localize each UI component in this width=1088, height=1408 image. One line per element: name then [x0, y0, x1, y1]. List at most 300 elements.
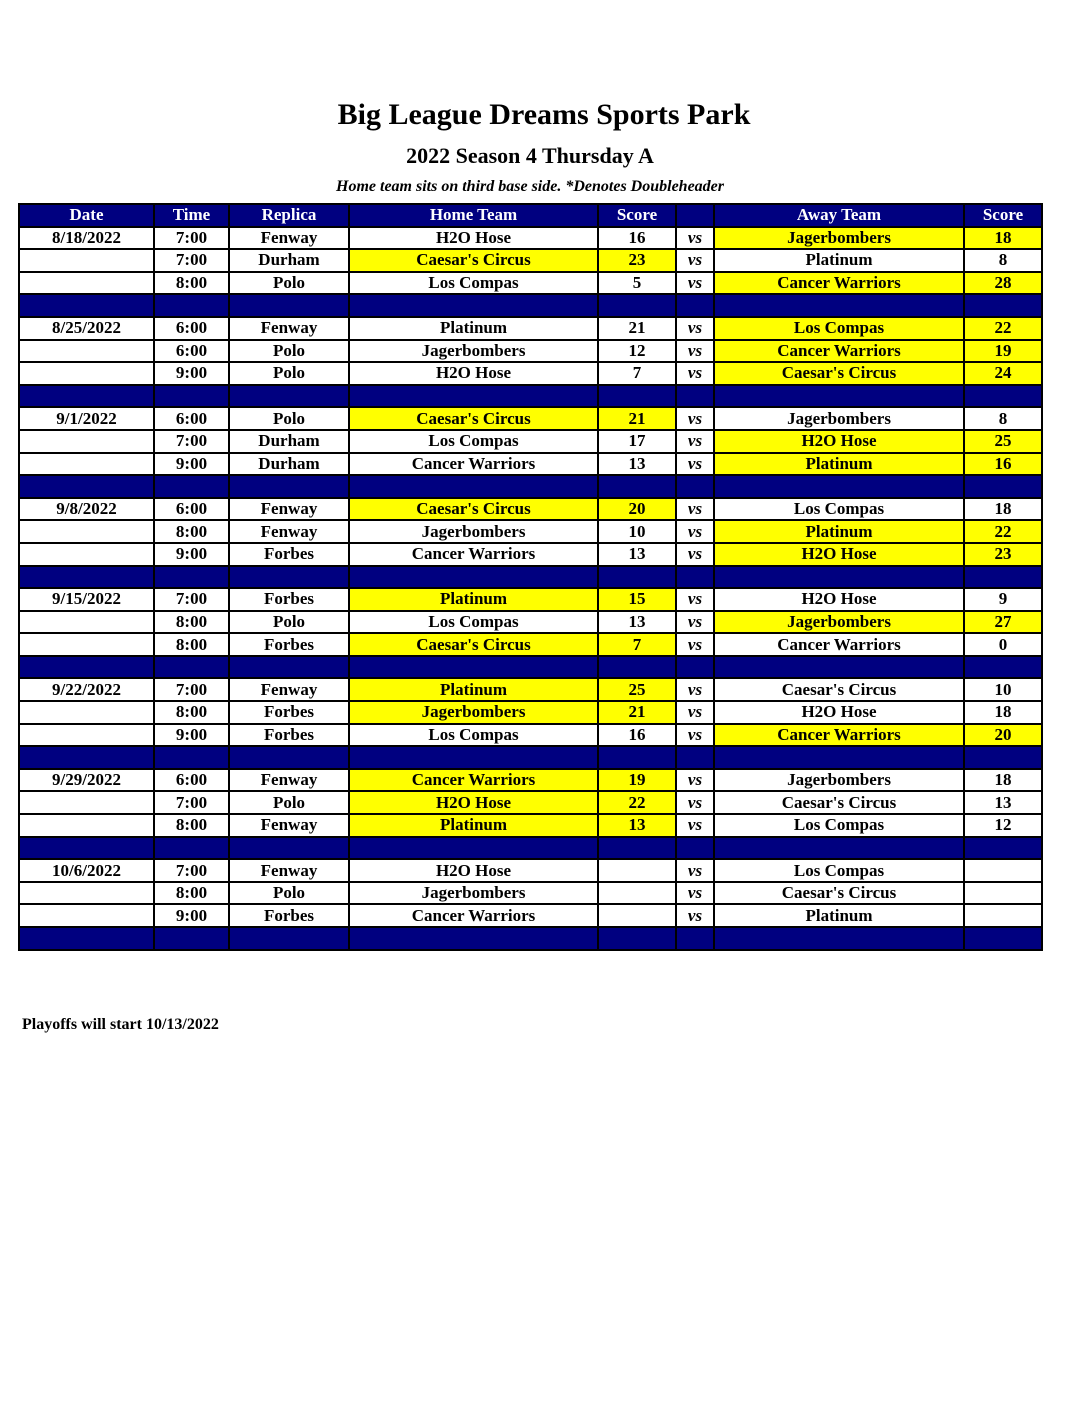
- table-row: [19, 317, 1042, 340]
- away-score-cell: [964, 859, 1042, 882]
- away-score-cell: 16: [964, 453, 1042, 476]
- date-cell: [19, 791, 154, 814]
- date-cell: [19, 701, 154, 724]
- column-header-away-score: Score: [964, 204, 1042, 227]
- replica-cell: Forbes: [229, 904, 349, 927]
- vs-cell: vs: [676, 724, 714, 747]
- date-cell: [19, 340, 154, 363]
- separator-cell: [964, 294, 1042, 317]
- column-header-away-team: Away Team: [714, 204, 964, 227]
- replica-cell: Durham: [229, 249, 349, 272]
- replica-cell: Durham: [229, 430, 349, 453]
- week-separator-row: [19, 837, 1042, 860]
- separator-cell: [598, 746, 676, 769]
- vs-cell: vs: [676, 543, 714, 566]
- column-header-time: Time: [154, 204, 229, 227]
- time-cell: 8:00: [154, 520, 229, 543]
- separator-cell: [964, 566, 1042, 589]
- home-team-cell: Caesar's Circus: [349, 249, 598, 272]
- separator-cell: [676, 385, 714, 408]
- separator-cell: [349, 656, 598, 679]
- vs-cell: vs: [676, 430, 714, 453]
- date-cell: 9/8/2022: [19, 498, 154, 521]
- home-score-cell: 21: [598, 701, 676, 724]
- time-cell: 9:00: [154, 362, 229, 385]
- date-cell: [19, 814, 154, 837]
- away-score-cell: 20: [964, 724, 1042, 747]
- vs-cell: vs: [676, 701, 714, 724]
- replica-cell: Fenway: [229, 859, 349, 882]
- replica-cell: Polo: [229, 791, 349, 814]
- away-score-cell: 12: [964, 814, 1042, 837]
- away-score-cell: 8: [964, 407, 1042, 430]
- home-team-cell: Los Compas: [349, 430, 598, 453]
- home-team-cell: H2O Hose: [349, 859, 598, 882]
- replica-cell: Fenway: [229, 227, 349, 250]
- replica-cell: Fenway: [229, 317, 349, 340]
- home-team-cell: Caesar's Circus: [349, 407, 598, 430]
- home-score-cell: [598, 882, 676, 905]
- time-cell: 6:00: [154, 340, 229, 363]
- table-row: [19, 724, 1042, 747]
- date-cell: 9/15/2022: [19, 588, 154, 611]
- replica-cell: Fenway: [229, 520, 349, 543]
- time-cell: 8:00: [154, 611, 229, 634]
- home-score-cell: 13: [598, 814, 676, 837]
- separator-cell: [598, 475, 676, 498]
- separator-cell: [154, 927, 229, 950]
- separator-cell: [676, 746, 714, 769]
- table-row: [19, 769, 1042, 792]
- vs-cell: vs: [676, 633, 714, 656]
- away-score-cell: 8: [964, 249, 1042, 272]
- column-header-home-score: Score: [598, 204, 676, 227]
- vs-cell: vs: [676, 453, 714, 476]
- away-score-cell: 19: [964, 340, 1042, 363]
- vs-cell: vs: [676, 588, 714, 611]
- time-cell: 9:00: [154, 904, 229, 927]
- separator-cell: [349, 837, 598, 860]
- home-team-cell: Platinum: [349, 588, 598, 611]
- home-score-cell: 22: [598, 791, 676, 814]
- separator-cell: [19, 746, 154, 769]
- replica-cell: Polo: [229, 407, 349, 430]
- date-cell: [19, 882, 154, 905]
- table-row: [19, 249, 1042, 272]
- away-score-cell: 22: [964, 520, 1042, 543]
- page-title: Big League Dreams Sports Park: [337, 98, 751, 131]
- away-team-cell: Los Compas: [714, 498, 964, 521]
- home-team-cell: Los Compas: [349, 611, 598, 634]
- separator-cell: [676, 656, 714, 679]
- column-header-date: Date: [19, 204, 154, 227]
- vs-cell: vs: [676, 227, 714, 250]
- table-row: [19, 362, 1042, 385]
- away-team-cell: Platinum: [714, 520, 964, 543]
- away-team-cell: Los Compas: [714, 814, 964, 837]
- separator-cell: [598, 566, 676, 589]
- away-team-cell: Caesar's Circus: [714, 362, 964, 385]
- vs-cell: vs: [676, 904, 714, 927]
- separator-cell: [19, 927, 154, 950]
- date-cell: [19, 611, 154, 634]
- away-score-cell: 27: [964, 611, 1042, 634]
- vs-cell: vs: [676, 249, 714, 272]
- separator-cell: [349, 475, 598, 498]
- separator-cell: [19, 294, 154, 317]
- away-score-cell: [964, 904, 1042, 927]
- replica-cell: Forbes: [229, 588, 349, 611]
- column-header-home-team: Home Team: [349, 204, 598, 227]
- table-row: [19, 814, 1042, 837]
- vs-cell: vs: [676, 340, 714, 363]
- vs-cell: vs: [676, 272, 714, 295]
- away-team-cell: Jagerbombers: [714, 769, 964, 792]
- away-team-cell: Los Compas: [714, 859, 964, 882]
- separator-cell: [676, 837, 714, 860]
- vs-cell: vs: [676, 859, 714, 882]
- home-score-cell: 16: [598, 724, 676, 747]
- away-score-cell: 18: [964, 769, 1042, 792]
- date-cell: 8/18/2022: [19, 227, 154, 250]
- schedule-table: [18, 203, 1043, 951]
- away-score-cell: 0: [964, 633, 1042, 656]
- away-team-cell: Platinum: [714, 453, 964, 476]
- home-team-cell: H2O Hose: [349, 791, 598, 814]
- vs-cell: vs: [676, 678, 714, 701]
- playoffs-note: Playoffs will start 10/13/2022: [22, 1016, 219, 1033]
- vs-cell: vs: [676, 317, 714, 340]
- vs-cell: vs: [676, 814, 714, 837]
- replica-cell: Fenway: [229, 678, 349, 701]
- vs-cell: vs: [676, 362, 714, 385]
- home-score-cell: 12: [598, 340, 676, 363]
- date-cell: 9/29/2022: [19, 769, 154, 792]
- home-score-cell: 19: [598, 769, 676, 792]
- home-score-cell: 25: [598, 678, 676, 701]
- week-separator-row: [19, 294, 1042, 317]
- home-team-cell: Platinum: [349, 814, 598, 837]
- column-header-replica: Replica: [229, 204, 349, 227]
- table-row: [19, 701, 1042, 724]
- separator-cell: [598, 927, 676, 950]
- separator-cell: [714, 746, 964, 769]
- vs-cell: vs: [676, 611, 714, 634]
- away-score-cell: 10: [964, 678, 1042, 701]
- separator-cell: [964, 656, 1042, 679]
- table-row: [19, 904, 1042, 927]
- time-cell: 8:00: [154, 814, 229, 837]
- page-subtitle: 2022 Season 4 Thursday A: [406, 143, 654, 168]
- home-team-cell: Los Compas: [349, 724, 598, 747]
- week-separator-row: [19, 475, 1042, 498]
- away-team-cell: H2O Hose: [714, 430, 964, 453]
- time-cell: 6:00: [154, 769, 229, 792]
- separator-cell: [964, 475, 1042, 498]
- table-row: [19, 340, 1042, 363]
- away-score-cell: 18: [964, 498, 1042, 521]
- date-cell: [19, 272, 154, 295]
- replica-cell: Forbes: [229, 633, 349, 656]
- time-cell: 8:00: [154, 701, 229, 724]
- separator-cell: [19, 475, 154, 498]
- separator-cell: [229, 385, 349, 408]
- away-team-cell: H2O Hose: [714, 701, 964, 724]
- away-score-cell: 13: [964, 791, 1042, 814]
- vs-cell: vs: [676, 407, 714, 430]
- home-team-cell: H2O Hose: [349, 227, 598, 250]
- home-score-cell: 20: [598, 498, 676, 521]
- home-team-cell: Platinum: [349, 317, 598, 340]
- vs-cell: vs: [676, 498, 714, 521]
- home-team-cell: Caesar's Circus: [349, 633, 598, 656]
- replica-cell: Fenway: [229, 814, 349, 837]
- separator-cell: [598, 656, 676, 679]
- date-cell: 9/1/2022: [19, 407, 154, 430]
- separator-cell: [714, 837, 964, 860]
- replica-cell: Polo: [229, 362, 349, 385]
- away-team-cell: H2O Hose: [714, 543, 964, 566]
- separator-cell: [349, 927, 598, 950]
- date-cell: [19, 430, 154, 453]
- away-score-cell: 28: [964, 272, 1042, 295]
- home-score-cell: 21: [598, 317, 676, 340]
- home-team-cell: Cancer Warriors: [349, 904, 598, 927]
- away-team-cell: Caesar's Circus: [714, 791, 964, 814]
- time-cell: 8:00: [154, 633, 229, 656]
- separator-cell: [349, 566, 598, 589]
- separator-cell: [964, 385, 1042, 408]
- schedule-body: [19, 227, 1042, 950]
- table-row: [19, 678, 1042, 701]
- week-separator-row: [19, 746, 1042, 769]
- table-row: [19, 543, 1042, 566]
- replica-cell: Fenway: [229, 769, 349, 792]
- time-cell: 7:00: [154, 791, 229, 814]
- separator-cell: [714, 566, 964, 589]
- home-team-cell: Cancer Warriors: [349, 453, 598, 476]
- table-header-row: [19, 204, 1042, 227]
- time-cell: 8:00: [154, 272, 229, 295]
- separator-cell: [19, 837, 154, 860]
- away-team-cell: Cancer Warriors: [714, 272, 964, 295]
- home-score-cell: 16: [598, 227, 676, 250]
- table-row: [19, 498, 1042, 521]
- date-cell: 10/6/2022: [19, 859, 154, 882]
- separator-cell: [676, 294, 714, 317]
- separator-cell: [598, 837, 676, 860]
- away-team-cell: Jagerbombers: [714, 227, 964, 250]
- home-team-cell: Platinum: [349, 678, 598, 701]
- table-row: [19, 611, 1042, 634]
- replica-cell: Polo: [229, 882, 349, 905]
- date-cell: [19, 362, 154, 385]
- date-cell: [19, 633, 154, 656]
- table-row: [19, 407, 1042, 430]
- home-score-cell: 15: [598, 588, 676, 611]
- home-score-cell: [598, 859, 676, 882]
- time-cell: 9:00: [154, 543, 229, 566]
- replica-cell: Forbes: [229, 543, 349, 566]
- away-team-cell: Cancer Warriors: [714, 724, 964, 747]
- home-team-cell: Cancer Warriors: [349, 543, 598, 566]
- separator-cell: [964, 927, 1042, 950]
- separator-cell: [154, 475, 229, 498]
- away-score-cell: 22: [964, 317, 1042, 340]
- home-score-cell: 13: [598, 611, 676, 634]
- separator-cell: [229, 837, 349, 860]
- home-score-cell: 7: [598, 362, 676, 385]
- separator-cell: [19, 385, 154, 408]
- replica-cell: Polo: [229, 340, 349, 363]
- date-cell: [19, 520, 154, 543]
- away-team-cell: Platinum: [714, 249, 964, 272]
- time-cell: 6:00: [154, 317, 229, 340]
- table-row: [19, 453, 1042, 476]
- home-team-cell: Cancer Warriors: [349, 769, 598, 792]
- time-cell: 9:00: [154, 724, 229, 747]
- separator-cell: [964, 746, 1042, 769]
- separator-cell: [229, 566, 349, 589]
- home-team-cell: Jagerbombers: [349, 520, 598, 543]
- table-row: [19, 520, 1042, 543]
- date-cell: [19, 543, 154, 566]
- home-score-cell: 5: [598, 272, 676, 295]
- time-cell: 7:00: [154, 588, 229, 611]
- time-cell: 7:00: [154, 430, 229, 453]
- separator-cell: [19, 656, 154, 679]
- separator-cell: [349, 746, 598, 769]
- separator-cell: [19, 566, 154, 589]
- week-separator-row: [19, 566, 1042, 589]
- replica-cell: Durham: [229, 453, 349, 476]
- home-team-cell: Los Compas: [349, 272, 598, 295]
- separator-cell: [154, 566, 229, 589]
- home-team-cell: Caesar's Circus: [349, 498, 598, 521]
- separator-cell: [714, 475, 964, 498]
- separator-cell: [229, 475, 349, 498]
- separator-cell: [676, 927, 714, 950]
- separator-cell: [714, 656, 964, 679]
- separator-cell: [154, 294, 229, 317]
- table-row: [19, 227, 1042, 250]
- header-note: Home team sits on third base side. *Denotes Doubleheader: [336, 178, 724, 195]
- replica-cell: Fenway: [229, 498, 349, 521]
- table-row: [19, 430, 1042, 453]
- vs-cell: vs: [676, 769, 714, 792]
- separator-cell: [229, 294, 349, 317]
- separator-cell: [229, 746, 349, 769]
- date-cell: [19, 453, 154, 476]
- week-separator-row: [19, 927, 1042, 950]
- replica-cell: Forbes: [229, 701, 349, 724]
- away-team-cell: Caesar's Circus: [714, 882, 964, 905]
- home-score-cell: 21: [598, 407, 676, 430]
- replica-cell: Forbes: [229, 724, 349, 747]
- time-cell: 8:00: [154, 882, 229, 905]
- home-score-cell: 13: [598, 543, 676, 566]
- separator-cell: [229, 927, 349, 950]
- table-row: [19, 791, 1042, 814]
- table-row: [19, 859, 1042, 882]
- separator-cell: [714, 294, 964, 317]
- separator-cell: [714, 385, 964, 408]
- home-team-cell: Jagerbombers: [349, 701, 598, 724]
- time-cell: 9:00: [154, 453, 229, 476]
- time-cell: 6:00: [154, 498, 229, 521]
- separator-cell: [229, 656, 349, 679]
- away-score-cell: 18: [964, 701, 1042, 724]
- separator-cell: [598, 294, 676, 317]
- date-cell: [19, 724, 154, 747]
- time-cell: 7:00: [154, 859, 229, 882]
- separator-cell: [964, 837, 1042, 860]
- away-score-cell: 24: [964, 362, 1042, 385]
- separator-cell: [154, 746, 229, 769]
- vs-cell: vs: [676, 882, 714, 905]
- date-cell: 8/25/2022: [19, 317, 154, 340]
- time-cell: 7:00: [154, 678, 229, 701]
- table-row: [19, 882, 1042, 905]
- home-score-cell: 17: [598, 430, 676, 453]
- replica-cell: Polo: [229, 611, 349, 634]
- week-separator-row: [19, 385, 1042, 408]
- separator-cell: [154, 385, 229, 408]
- date-cell: 9/22/2022: [19, 678, 154, 701]
- table-row: [19, 272, 1042, 295]
- replica-cell: Polo: [229, 272, 349, 295]
- separator-cell: [154, 656, 229, 679]
- away-team-cell: H2O Hose: [714, 588, 964, 611]
- separator-cell: [676, 566, 714, 589]
- away-team-cell: Los Compas: [714, 317, 964, 340]
- home-score-cell: 13: [598, 453, 676, 476]
- home-score-cell: 7: [598, 633, 676, 656]
- separator-cell: [349, 385, 598, 408]
- away-team-cell: Cancer Warriors: [714, 633, 964, 656]
- away-score-cell: 25: [964, 430, 1042, 453]
- away-team-cell: Jagerbombers: [714, 407, 964, 430]
- column-header-vs: [676, 204, 714, 227]
- time-cell: 7:00: [154, 227, 229, 250]
- vs-cell: vs: [676, 520, 714, 543]
- home-team-cell: H2O Hose: [349, 362, 598, 385]
- separator-cell: [714, 927, 964, 950]
- time-cell: 7:00: [154, 249, 229, 272]
- away-team-cell: Caesar's Circus: [714, 678, 964, 701]
- home-score-cell: 23: [598, 249, 676, 272]
- separator-cell: [598, 385, 676, 408]
- away-score-cell: 23: [964, 543, 1042, 566]
- table-row: [19, 588, 1042, 611]
- home-team-cell: Jagerbombers: [349, 340, 598, 363]
- separator-cell: [349, 294, 598, 317]
- away-team-cell: Cancer Warriors: [714, 340, 964, 363]
- away-score-cell: [964, 882, 1042, 905]
- away-score-cell: 9: [964, 588, 1042, 611]
- away-team-cell: Platinum: [714, 904, 964, 927]
- table-row: [19, 633, 1042, 656]
- date-cell: [19, 904, 154, 927]
- separator-cell: [154, 837, 229, 860]
- home-team-cell: Jagerbombers: [349, 882, 598, 905]
- separator-cell: [676, 475, 714, 498]
- home-score-cell: 10: [598, 520, 676, 543]
- time-cell: 6:00: [154, 407, 229, 430]
- week-separator-row: [19, 656, 1042, 679]
- away-team-cell: Jagerbombers: [714, 611, 964, 634]
- date-cell: [19, 249, 154, 272]
